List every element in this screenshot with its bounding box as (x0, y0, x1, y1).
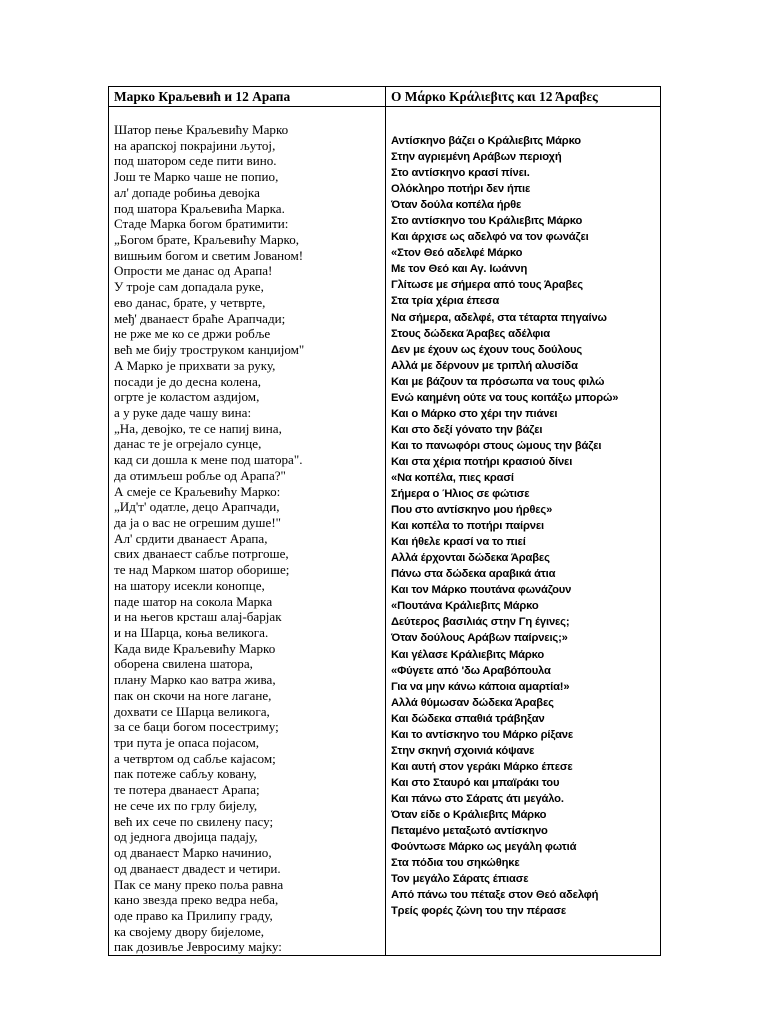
greek-verse-list (386, 107, 660, 919)
serbian-verse-line: ево данас, брате, у четврте, (114, 294, 266, 310)
serbian-verse-list (109, 107, 385, 955)
serbian-verse-line: Ал' срдити дванаест Арапа, (114, 530, 268, 546)
greek-verse-line: Φούντωσε Μάρκο ως μεγάλη φωτιά (391, 841, 577, 854)
serbian-verse-line: од дванаест двадест и четири. (114, 860, 281, 876)
greek-verse-line: Ενώ καημένη ούτε να τους κοιτάξω μπορώ» (391, 391, 619, 404)
greek-verse-line: Σήμερα ο Ήλιος σε φώτισε (391, 488, 530, 501)
greek-verse-line: Αλλά έρχονται δώδεκα Άραβες (391, 552, 550, 565)
greek-verse-line: Ολόκληρο ποτήρι δεν ήπιε (391, 183, 531, 196)
serbian-verse-line: пак он скочи на ноге лагане, (114, 687, 272, 703)
serbian-verse-line: пак дозивље Јевросиму мајку: (114, 939, 282, 955)
serbian-verse-line: на арапској покрајини љутој, (114, 137, 276, 153)
greek-verse-line: «Φύγετε από 'δω Αραβόπουλα (391, 664, 551, 677)
serbian-verse-line: оборена свилена шатора, (114, 656, 253, 672)
greek-verse-line: Στο αντίσκηνο κρασί πίνει. (391, 167, 530, 180)
greek-verse-line: Όταν δούλα κοπέλα ήρθε (391, 199, 522, 212)
greek-verse-line: Για να μην κάνω κάποια αμαρτία!» (391, 680, 570, 693)
greek-verse-line: Αντίσκηνο βάζει ο Κράλιεβιτς Μάρκο (391, 135, 581, 147)
greek-verse-line: Και στο Σταυρό και μπαϊράκι του (391, 776, 560, 789)
serbian-verses-cell (109, 107, 386, 956)
greek-verse-line: Στο αντίσκηνο του Κράλιεβιτς Μάρκο (391, 215, 583, 228)
serbian-verse-line: кад си дошла к мене под шатора". (114, 452, 303, 468)
serbian-verse-line: међ' дванаест браће Арапчади; (114, 310, 286, 326)
greek-verse-line: Και το πανωφόρι στους ώμους την βάζει (391, 439, 602, 452)
serbian-verse-line: „Ид'т' одатле, децо Арапчади, (114, 499, 280, 515)
serbian-verse-line: те над Марком шатор оборише; (114, 562, 290, 578)
serbian-verse-line: Пак се ману преко поља равна (114, 876, 284, 892)
serbian-verse-line: а у руке даде чашу вина: (114, 404, 252, 420)
greek-verse-line: Και δώδεκα σπαθιά τράβηξαν (391, 712, 545, 725)
greek-verse-line: Δεν με έχουν ως έχουν τους δούλους (391, 343, 583, 356)
greek-verse-line: Και τον Μάρκο πουτάνα φωνάζουν (391, 584, 572, 597)
greek-verse-line: «Πουτάνα Κράλιεβιτς Μάρκο (391, 600, 539, 613)
title-row (109, 87, 661, 107)
greek-verse-line: Τρείς φορές ζώνη του την πέρασε (391, 905, 566, 918)
greek-verse-line: Από πάνω του πέταξε στον Θεό αδελφή (391, 889, 599, 902)
serbian-verse-line: пак потеже сабљу ковану, (114, 766, 257, 782)
greek-verse-line: Στα πόδια του σηκώθηκε (391, 857, 520, 870)
greek-verse-line: Γλίτωσε με σήμερα από τους Άραβες (391, 279, 583, 292)
greek-verse-line: Τον μεγάλο Σάρατς έπιασε (391, 873, 529, 886)
serbian-verse-line: већ их сече по свилену пасу; (114, 813, 274, 829)
greek-poem-title: Ο Μάρκο Κράλιεβιτς και 12 Άραβες (391, 89, 598, 104)
serbian-verse-line: Још те Марко чаше не попио, (114, 169, 279, 185)
serbian-verse-line: А смеје се Краљевићу Марко: (114, 483, 281, 499)
serbian-verse-line: не сече их по грлу бијелу, (114, 797, 258, 813)
greek-verse-line: Αλλά με δέρνουν με τριπλή αλυσίδα (391, 359, 578, 372)
greek-verse-line: «Στον Θεό αδελφέ Μάρκο (391, 247, 523, 260)
greek-verse-line: Και πάνω στο Σάρατς άτι μεγάλο. (391, 792, 564, 805)
greek-verse-line: Στα τρία χέρια έπεσα (391, 295, 500, 308)
serbian-verse-line: а четвртом од сабље кајасом; (114, 750, 276, 766)
serbian-verse-line: од дванаест Марко начинио, (114, 845, 272, 861)
greek-verse-line: Αλλά θύμωσαν δώδεκα Άραβες (391, 696, 554, 709)
serbian-verse-line: да отимљеш робље од Арапа?" (114, 467, 286, 483)
serbian-verse-line: за се баци богом посестриму; (114, 719, 279, 735)
greek-verse-line: Όταν είδε ο Κράλιεβιτς Μάρκο (391, 808, 547, 821)
serbian-verse-line: „Богом брате, Краљевићу Марко, (114, 232, 300, 248)
serbian-verse-line: и на Шарца, коња великога. (114, 625, 269, 640)
verses-row (109, 107, 661, 956)
serbian-title-cell (109, 87, 386, 107)
serbian-verse-line: свих дванаест сабље потргоше, (114, 546, 289, 562)
serbian-verse-line: Стаде Марка богом братимити: (114, 216, 289, 232)
serbian-verse-line: плану Марко као ватра жива, (114, 672, 276, 688)
bilingual-poem-table (108, 86, 661, 956)
greek-verse-line: Στην αγριεμένη Αράβων περιοχή (391, 151, 562, 164)
serbian-verse-line: под шатора Краљевића Марка. (114, 200, 285, 216)
greek-verse-line: Στους δώδεκα Άραβες αδέλφια (391, 327, 550, 340)
serbian-verse-line: на шатору исекли конопце, (114, 577, 265, 593)
serbian-verse-line: кано звезда преко ведра неба, (114, 892, 279, 908)
serbian-verse-line: посади је до десна колена, (114, 373, 262, 389)
serbian-verse-line: оде право ка Прилипу граду, (114, 907, 273, 923)
greek-verse-line: Και με βάζουν τα πρόσωπα να τους φιλώ (391, 375, 605, 388)
serbian-verse-line: вишњим богом и светим Јованом! (114, 247, 304, 263)
serbian-verse-line: ал' допаде робиња девојка (114, 184, 260, 200)
serbian-poem-title: Марко Краљевић и 12 Арапа (114, 89, 291, 104)
greek-verse-line: Πεταμένο μεταξωτό αντίσκηνο (391, 825, 548, 838)
greek-verse-line: Και κοπέλα το ποτήρι παίρνει (391, 520, 544, 533)
greek-verse-line: «Να κοπέλα, πιες κρασί (391, 471, 514, 484)
serbian-verse-line: паде шатор на сокола Марка (114, 593, 273, 609)
serbian-verse-line: ка својему двору бијеломе, (114, 923, 265, 939)
serbian-verse-line: дохвати се Шарца великога, (114, 703, 270, 719)
greek-verse-line: Και το αντίσκηνο του Μάρκο ρίξανε (391, 728, 574, 741)
serbian-verse-line: те потера дванаест Арапа; (114, 782, 260, 798)
serbian-verse-line: да ја о вас не огрешим душе!" (114, 514, 282, 530)
greek-verse-line: Να σήμερα, αδελφέ, στα τέταρτα πηγαίνω (391, 311, 607, 324)
greek-verse-line: Με τον Θεό και Αγ. Ιωάννη (391, 263, 528, 276)
serbian-verse-line: три пута је опаса појасом, (114, 735, 260, 751)
serbian-verse-line: Шатор пење Краљевићу Марко (114, 122, 289, 137)
serbian-verse-line: А Марко је прихвати за руку, (114, 357, 276, 373)
greek-verse-line: Και ήθελε κρασί να το πιεί (391, 536, 526, 549)
serbian-verse-line: већ ме бију троструком канџијом" (114, 342, 305, 358)
greek-verse-line: Και άρχισε ως αδελφό να τον φωνάζει (391, 231, 589, 244)
serbian-verse-line: од једнога двојица падају, (114, 829, 258, 845)
greek-verse-line: Και στα χέρια ποτήρι κρασιού δίνει (391, 455, 573, 468)
greek-verse-line: Που στο αντίσκηνο μου ήρθες» (391, 504, 553, 517)
serbian-verse-line: не рже ме ко се држи робље (114, 326, 271, 342)
serbian-verse-line: У троје сам допадала руке, (114, 279, 264, 295)
serbian-verse-line: данас те је огрејало сунце, (114, 436, 262, 452)
serbian-verse-line: „На, девојко, те се напиј вина, (114, 420, 282, 436)
greek-verse-line: Και ο Μάρκο στο χέρι την πιάνει (391, 407, 558, 420)
greek-verse-line: Και γέλασε Κράλιεβιτς Μάρκο (391, 648, 545, 661)
greek-verse-line: Πάνω στα δώδεκα αραβικά άτια (391, 568, 556, 581)
greek-title-cell (386, 87, 661, 107)
greek-verses-cell (386, 107, 661, 956)
greek-verse-line: Όταν δούλους Αράβων παίρνεις;» (391, 632, 568, 645)
serbian-verse-line: огрте је коластом аздијом, (114, 389, 260, 405)
serbian-verse-line: под шатором седе пити вино. (114, 153, 277, 169)
greek-verse-line: Και στο δεξί γόνατο την βάζει (391, 423, 543, 436)
greek-verse-line: Δεύτερος βασιλιάς στην Γη έγινες; (391, 616, 570, 629)
serbian-verse-line: Опрости ме данас од Арапа! (114, 263, 273, 279)
greek-verse-line: Και αυτή στον γεράκι Μάρκο έπεσε (391, 760, 573, 773)
serbian-verse-line: и на његов крсташ алај-барјак (114, 609, 282, 625)
serbian-verse-line: Када виде Краљевићу Марко (114, 640, 276, 656)
greek-verse-line: Στην σκηνή σχοινιά κόψανε (391, 744, 535, 757)
